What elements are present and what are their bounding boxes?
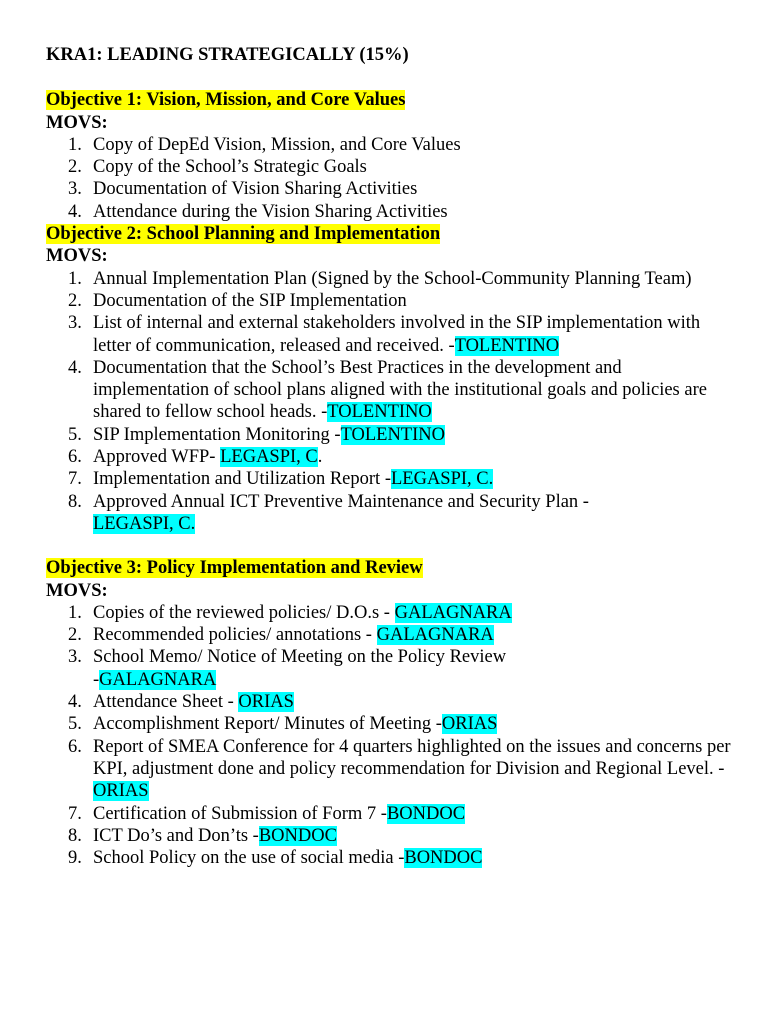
item-number: 1. [68, 268, 82, 289]
assignee-highlight: TOLENTINO [340, 424, 445, 445]
item-number: 4. [68, 357, 82, 378]
assignee-highlight: LEGASPI, C. [390, 469, 494, 490]
assignee-highlight: LEGASPI, C. [93, 513, 196, 534]
list-item [46, 691, 736, 713]
item-text: School Policy on the use of social media - [93, 848, 405, 869]
assignee-highlight: BONDOC [258, 825, 337, 846]
list-item [46, 468, 736, 490]
item-number: 7. [68, 469, 82, 490]
document-page [46, 44, 736, 869]
item-number: 2. [68, 625, 82, 646]
item-text: Approved WFP- [93, 447, 221, 468]
objective-title-highlight: Objective 3: Policy Implementation and Review [46, 558, 423, 579]
objective-section-2 [46, 223, 736, 535]
item-number: 8. [68, 491, 82, 512]
item-text: Recommended policies/ annotations - [93, 625, 377, 646]
item-text: Annual Implementation Plan (Signed by the School-Community Planning Team) [93, 268, 692, 289]
item-number: 7. [68, 803, 82, 824]
list-item [46, 201, 736, 223]
item-text: Implementation and Utilization Report - [93, 469, 391, 490]
movs-label: MOVS: [46, 580, 108, 601]
item-number: 8. [68, 825, 82, 846]
item-text: Report of SMEA Conference for 4 quarters highlighted on the issues and concerns per KPI, adjustment done and policy recommendation for Division and Regional Level. - [93, 736, 731, 779]
objectives-container [46, 89, 736, 869]
item-number: 5. [68, 424, 82, 445]
list-item [46, 624, 736, 646]
item-number: 2. [68, 290, 82, 311]
assignee-highlight: LEGASPI, C [220, 447, 318, 468]
objective-section-3 [46, 557, 736, 869]
assignee-highlight: TOLENTINO [454, 335, 560, 356]
objective-title-highlight: Objective 2: School Planning and Implementation [46, 224, 441, 245]
objective-title [46, 557, 736, 579]
item-text: School Memo/ Notice of Meeting on the Policy Review [93, 647, 507, 668]
movs-list [46, 602, 736, 870]
assignee-highlight: BONDOC [404, 848, 483, 869]
objective-title [46, 89, 736, 111]
list-item [46, 736, 736, 803]
list-item [46, 178, 736, 200]
assignee-highlight: ORIAS [93, 781, 149, 802]
item-text: Documentation of the SIP Implementation [93, 290, 407, 311]
assignee-highlight: ORIAS [238, 692, 294, 713]
list-item [46, 646, 736, 691]
assignee-highlight: GALAGNARA [99, 669, 217, 690]
assignee-highlight: GALAGNARA [376, 625, 494, 646]
movs-list [46, 134, 736, 223]
objective-section-1 [46, 89, 736, 223]
item-text: Copy of the School’s Strategic Goals [93, 157, 367, 178]
item-text: Documentation of Vision Sharing Activities [93, 179, 418, 200]
item-text: Documentation that the School’s Best Practices in the development and implementation of school plans aligned with the institutional goals and policies are shared to fellow school heads. - [93, 357, 707, 423]
item-number: 3. [68, 313, 82, 334]
list-item [46, 312, 736, 357]
item-number: 1. [68, 134, 82, 155]
list-item [46, 602, 736, 624]
item-text: SIP Implementation Monitoring - [93, 424, 341, 445]
list-item [46, 268, 736, 290]
list-item [46, 290, 736, 312]
item-number: 4. [68, 201, 82, 222]
item-text: Attendance Sheet - [93, 692, 239, 713]
item-text: ICT Do’s and Don’ts - [93, 825, 259, 846]
assignee-highlight: GALAGNARA [394, 602, 512, 623]
objective-title [46, 223, 736, 245]
item-number: 6. [68, 447, 82, 468]
movs-label: MOVS: [46, 246, 108, 267]
list-item [46, 156, 736, 178]
item-number: 4. [68, 692, 82, 713]
list-item [46, 803, 736, 825]
list-item [46, 713, 736, 735]
assignee-highlight: TOLENTINO [327, 402, 432, 423]
list-item [46, 357, 736, 424]
item-number: 1. [68, 602, 82, 623]
kra-title: KRA1: LEADING STRATEGICALLY (15%) [46, 45, 409, 65]
item-number: 6. [68, 736, 82, 757]
item-text: Copies of the reviewed policies/ D.O.s - [93, 602, 395, 623]
item-text: Certification of Submission of Form 7 - [93, 803, 387, 824]
list-item [46, 134, 736, 156]
objective-title-highlight: Objective 1: Vision, Mission, and Core Values [46, 90, 406, 111]
item-text: Attendance during the Vision Sharing Activities [93, 201, 448, 222]
item-number: 2. [68, 157, 82, 178]
assignee-highlight: BONDOC [386, 803, 466, 824]
item-text: List of internal and external stakeholders involved in the SIP implementation with letter of communication, released and received. - [93, 313, 701, 356]
assignee-suffix: . [317, 447, 323, 468]
assignee-prefix: - [93, 669, 100, 690]
list-item [46, 825, 736, 847]
section-spacer [46, 535, 736, 557]
list-item [46, 424, 736, 446]
movs-list [46, 268, 736, 536]
item-number: 9. [68, 848, 82, 869]
item-number: 5. [68, 714, 82, 735]
list-item [46, 446, 736, 468]
assignee-highlight: ORIAS [441, 714, 498, 735]
list-item [46, 491, 736, 536]
item-text: Copy of DepEd Vision, Mission, and Core Values [93, 134, 461, 155]
list-item [46, 847, 736, 869]
item-text: Approved Annual ICT Preventive Maintenance and Security Plan - [93, 491, 589, 512]
item-number: 3. [68, 647, 82, 668]
item-text: Accomplishment Report/ Minutes of Meeting - [93, 714, 442, 735]
movs-label: MOVS: [46, 112, 108, 133]
item-number: 3. [68, 179, 82, 200]
